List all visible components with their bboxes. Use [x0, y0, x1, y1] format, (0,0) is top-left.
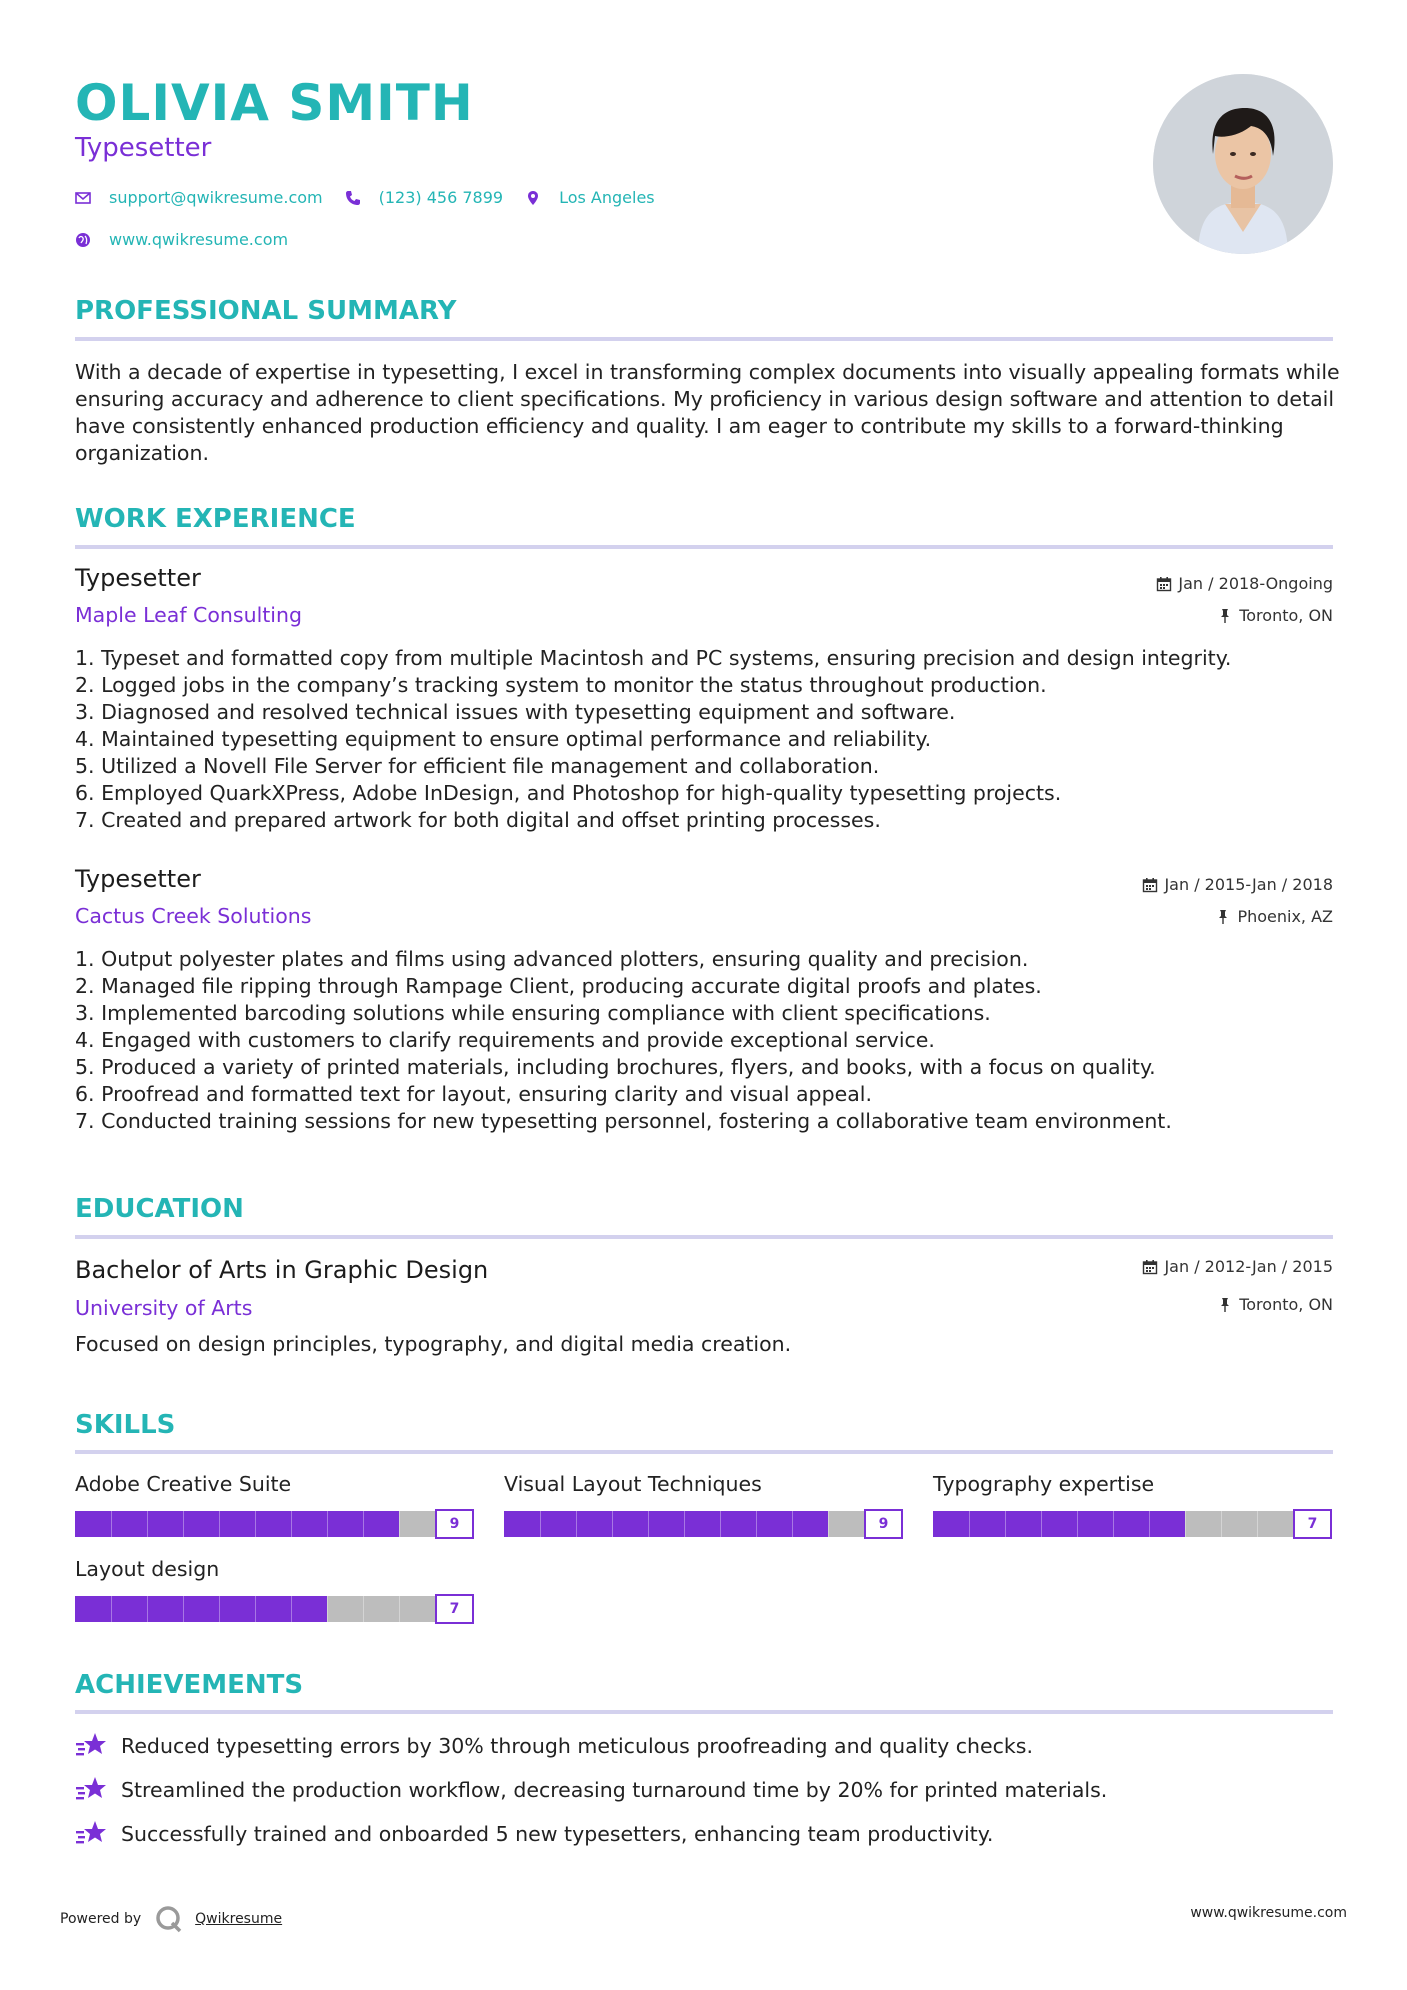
job-1-dates-text: Jan / 2018-Ongoing — [1178, 574, 1333, 593]
skill-segment-divider — [648, 1511, 649, 1537]
list-item: 5. Produced a variety of printed materials, including brochures, flyers, and books, with a focus on quality. — [75, 1055, 1156, 1079]
map-pin-icon — [525, 190, 541, 206]
contact-row-1 — [75, 188, 677, 207]
award-star-icon — [75, 1775, 107, 1805]
skill-segment-divider — [576, 1511, 577, 1537]
skill-segment-divider — [219, 1511, 220, 1537]
skill-segment-divider — [756, 1511, 757, 1537]
skill-segment-divider — [1005, 1511, 1006, 1537]
calendar-icon — [1142, 877, 1158, 893]
pushpin-icon — [1217, 1297, 1233, 1313]
achievement-item — [75, 1775, 1107, 1805]
list-item: 3. Implemented barcoding solutions while ensuring compliance with client specifications. — [75, 1001, 991, 1025]
skill-1-bar — [75, 1509, 475, 1539]
skill-segment-divider — [612, 1511, 613, 1537]
candidate-name: OLIVIA SMITH — [75, 74, 474, 132]
list-item: 3. Diagnosed and resolved technical issues with typesetting equipment and software. — [75, 700, 956, 724]
achievement-item — [75, 1819, 993, 1849]
degree-title: Bachelor of Arts in Graphic Design — [75, 1256, 489, 1284]
footer-website[interactable]: www.qwikresume.com — [1190, 1905, 1347, 1921]
skill-segment-divider — [291, 1511, 292, 1537]
achievement-item — [75, 1731, 1033, 1761]
skill-segment-divider — [684, 1511, 685, 1537]
skill-segment-divider — [1113, 1511, 1114, 1537]
skill-segment-divider — [969, 1511, 970, 1537]
list-item: 7. Created and prepared artwork for both digital and offset printing processes. — [75, 808, 881, 832]
profile-photo — [1153, 74, 1333, 254]
qwikresume-link[interactable]: Qwikresume — [195, 1911, 283, 1927]
envelope-icon — [75, 190, 91, 206]
education-divider — [75, 1235, 1333, 1239]
skill-segment-divider — [183, 1511, 184, 1537]
skill-fill — [504, 1511, 828, 1537]
skill-score: 9 — [864, 1509, 903, 1539]
skill-segment-divider — [399, 1511, 400, 1537]
achievement-text: Reduced typesetting errors by 30% through meticulous proofreading and quality checks. — [121, 1734, 1033, 1758]
skill-segment-divider — [1149, 1511, 1150, 1537]
experience-divider — [75, 545, 1333, 549]
summary-divider — [75, 337, 1333, 341]
phone-text[interactable]: (123) 456 7899 — [378, 188, 504, 207]
qwikresume-logo-icon — [155, 1905, 183, 1933]
education-dates — [1142, 1257, 1333, 1276]
skill-score: 9 — [435, 1509, 474, 1539]
education-description: Focused on design principles, typography, and digital media creation. — [75, 1332, 792, 1356]
summary-text: With a decade of expertise in typesetting, I excel in transforming complex documents into visually appealing formats while ensuring accuracy and adherence to client specifications. My proficiency in various design software and attention to detail have consistently enhanced production efficiency and quality. I am eager to contribute my skills to a forward-thinking organization. — [75, 360, 1340, 465]
achievements-heading: ACHIEVEMENTS — [75, 1670, 304, 1700]
skill-score: 7 — [435, 1594, 474, 1624]
skill-segment-divider — [363, 1511, 364, 1537]
list-item: 6. Proofread and formatted text for layout, ensuring clarity and visual appeal. — [75, 1082, 872, 1106]
skill-segment-divider — [327, 1511, 328, 1537]
website-contact[interactable] — [75, 230, 288, 249]
skill-4-label: Layout design — [75, 1557, 220, 1581]
skill-segment-divider — [255, 1596, 256, 1622]
skill-segment-divider — [540, 1511, 541, 1537]
phone-icon — [345, 190, 361, 206]
skill-2-bar — [504, 1509, 904, 1539]
skill-segment-divider — [147, 1511, 148, 1537]
skill-segment-divider — [1185, 1511, 1186, 1537]
skill-fill — [933, 1511, 1185, 1537]
skill-3-bar — [933, 1509, 1333, 1539]
job-1-bullets — [75, 645, 1335, 834]
list-item: 5. Utilized a Novell File Server for efficient file management and collaboration. — [75, 754, 880, 778]
skill-segment-divider — [1077, 1511, 1078, 1537]
footer-powered-by — [60, 1905, 282, 1933]
email-text[interactable]: support@qwikresume.com — [109, 188, 323, 207]
avatar-portrait — [1153, 74, 1333, 254]
job-2-bullets — [75, 946, 1335, 1135]
globe-icon — [75, 232, 91, 248]
job-2-company: Cactus Creek Solutions — [75, 904, 312, 928]
location-text: Los Angeles — [559, 188, 655, 207]
job-2-role: Typesetter — [75, 865, 201, 893]
award-star-icon — [75, 1731, 107, 1761]
job-2-location — [1215, 907, 1333, 926]
job-1-role: Typesetter — [75, 564, 201, 592]
skills-divider — [75, 1450, 1333, 1454]
education-dates-text: Jan / 2012-Jan / 2015 — [1164, 1257, 1333, 1276]
list-item: 1. Typeset and formatted copy from multiple Macintosh and PC systems, ensuring precision and design integrity. — [75, 646, 1232, 670]
skill-segment-divider — [828, 1511, 829, 1537]
job-1-location-text: Toronto, ON — [1239, 606, 1333, 625]
skill-segment-divider — [720, 1511, 721, 1537]
school-name: University of Arts — [75, 1296, 253, 1320]
list-item: 7. Conducted training sessions for new typesetting personnel, fostering a collaborative team environment. — [75, 1109, 1172, 1133]
calendar-icon — [1142, 1259, 1158, 1275]
achievements-divider — [75, 1710, 1333, 1714]
job-2-dates — [1142, 875, 1333, 894]
skill-segment-divider — [111, 1596, 112, 1622]
award-star-icon — [75, 1819, 107, 1849]
powered-by-label: Powered by — [60, 1911, 142, 1927]
achievement-text: Streamlined the production workflow, decreasing turnaround time by 20% for printed materials. — [121, 1778, 1108, 1802]
skill-segment-divider — [183, 1596, 184, 1622]
skill-3-label: Typography expertise — [933, 1472, 1155, 1496]
website-text[interactable]: www.qwikresume.com — [109, 230, 289, 249]
skill-segment-divider — [792, 1511, 793, 1537]
list-item: 1. Output polyester plates and films using advanced plotters, ensuring quality and precision. — [75, 947, 1029, 971]
location-contact — [525, 188, 655, 207]
list-item: 2. Managed file ripping through Rampage Client, producing accurate digital proofs and plates. — [75, 974, 1042, 998]
job-1-location — [1217, 606, 1333, 625]
skill-segment-divider — [1041, 1511, 1042, 1537]
email-contact[interactable] — [75, 188, 323, 207]
list-item: 6. Employed QuarkXPress, Adobe InDesign, and Photoshop for high-quality typesetting projects. — [75, 781, 1062, 805]
skill-segment-divider — [1221, 1511, 1222, 1537]
skill-segment-divider — [291, 1596, 292, 1622]
skill-segment-divider — [219, 1596, 220, 1622]
skill-4-bar — [75, 1594, 475, 1624]
skill-segment-divider — [327, 1596, 328, 1622]
job-1-dates — [1156, 574, 1333, 593]
skills-heading: SKILLS — [75, 1410, 176, 1440]
job-1-company: Maple Leaf Consulting — [75, 603, 303, 627]
skill-2-label: Visual Layout Techniques — [504, 1472, 762, 1496]
skill-segment-divider — [111, 1511, 112, 1537]
skill-fill — [75, 1511, 399, 1537]
calendar-icon — [1156, 576, 1172, 592]
job-2-dates-text: Jan / 2015-Jan / 2018 — [1164, 875, 1333, 894]
education-heading: EDUCATION — [75, 1194, 244, 1224]
education-location-text: Toronto, ON — [1239, 1295, 1333, 1314]
job-2-location-text: Phoenix, AZ — [1237, 907, 1333, 926]
experience-heading: WORK EXPERIENCE — [75, 504, 356, 534]
skill-score: 7 — [1293, 1509, 1332, 1539]
skill-fill — [75, 1596, 327, 1622]
list-item: 2. Logged jobs in the company’s tracking system to monitor the status throughout production. — [75, 673, 1047, 697]
list-item: 4. Engaged with customers to clarify requirements and provide exceptional service. — [75, 1028, 935, 1052]
pushpin-icon — [1215, 909, 1231, 925]
summary-heading: PROFESSIONAL SUMMARY — [75, 296, 457, 326]
skill-1-label: Adobe Creative Suite — [75, 1472, 292, 1496]
contact-row-2 — [75, 230, 310, 249]
list-item: 4. Maintained typesetting equipment to ensure optimal performance and reliability. — [75, 727, 932, 751]
skill-segment-divider — [399, 1596, 400, 1622]
skill-segment-divider — [1257, 1511, 1258, 1537]
skill-segment-divider — [147, 1596, 148, 1622]
skill-segment-divider — [363, 1596, 364, 1622]
skill-segment-divider — [255, 1511, 256, 1537]
phone-contact[interactable] — [345, 188, 503, 207]
achievement-text: Successfully trained and onboarded 5 new typesetters, enhancing team productivity. — [121, 1822, 994, 1846]
candidate-title: Typesetter — [75, 133, 212, 163]
pushpin-icon — [1217, 608, 1233, 624]
education-location — [1217, 1295, 1333, 1314]
